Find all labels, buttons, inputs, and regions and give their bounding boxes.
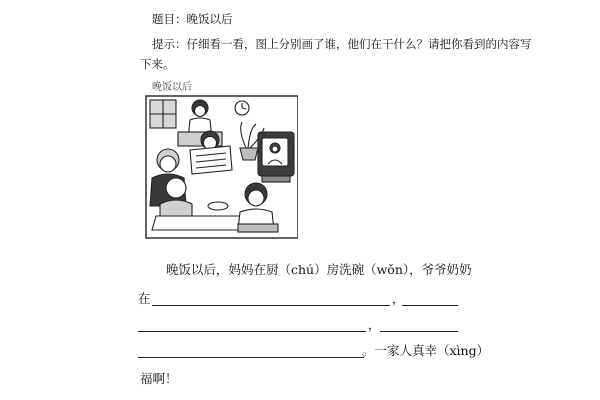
family-illustration (138, 78, 298, 240)
answer-blank-2[interactable] (402, 305, 458, 306)
television-icon (258, 132, 294, 182)
passage-line-2-prefix: 在 (138, 291, 151, 306)
comma-2: ， (368, 317, 381, 332)
illustration-caption: 晚饭以后 (152, 82, 192, 93)
answer-blank-1[interactable] (152, 305, 390, 306)
answer-blank-4[interactable] (380, 331, 458, 332)
answer-blank-5[interactable] (138, 357, 364, 358)
newspaper-icon (190, 146, 232, 174)
comma-1: ， (392, 291, 405, 306)
hint-line-1: 提示：仔细看一看，图上分别画了谁，他们在干什么？请把你看到的内容写 (152, 37, 532, 51)
worksheet-title: 题目：晚饭以后 (152, 12, 233, 26)
answer-blank-3[interactable] (138, 331, 366, 332)
passage-line-1: 晚饭以后，妈妈在厨（chú）房洗碗（wǒn），爷爷奶奶 (166, 262, 472, 277)
hint-line-2: 下来。 (140, 57, 175, 71)
passage-line-4-suffix: 。一家人真幸（xìng） (362, 343, 490, 358)
wall-clock-icon (235, 101, 249, 115)
passage-line-5: 福啊！ (140, 371, 178, 386)
